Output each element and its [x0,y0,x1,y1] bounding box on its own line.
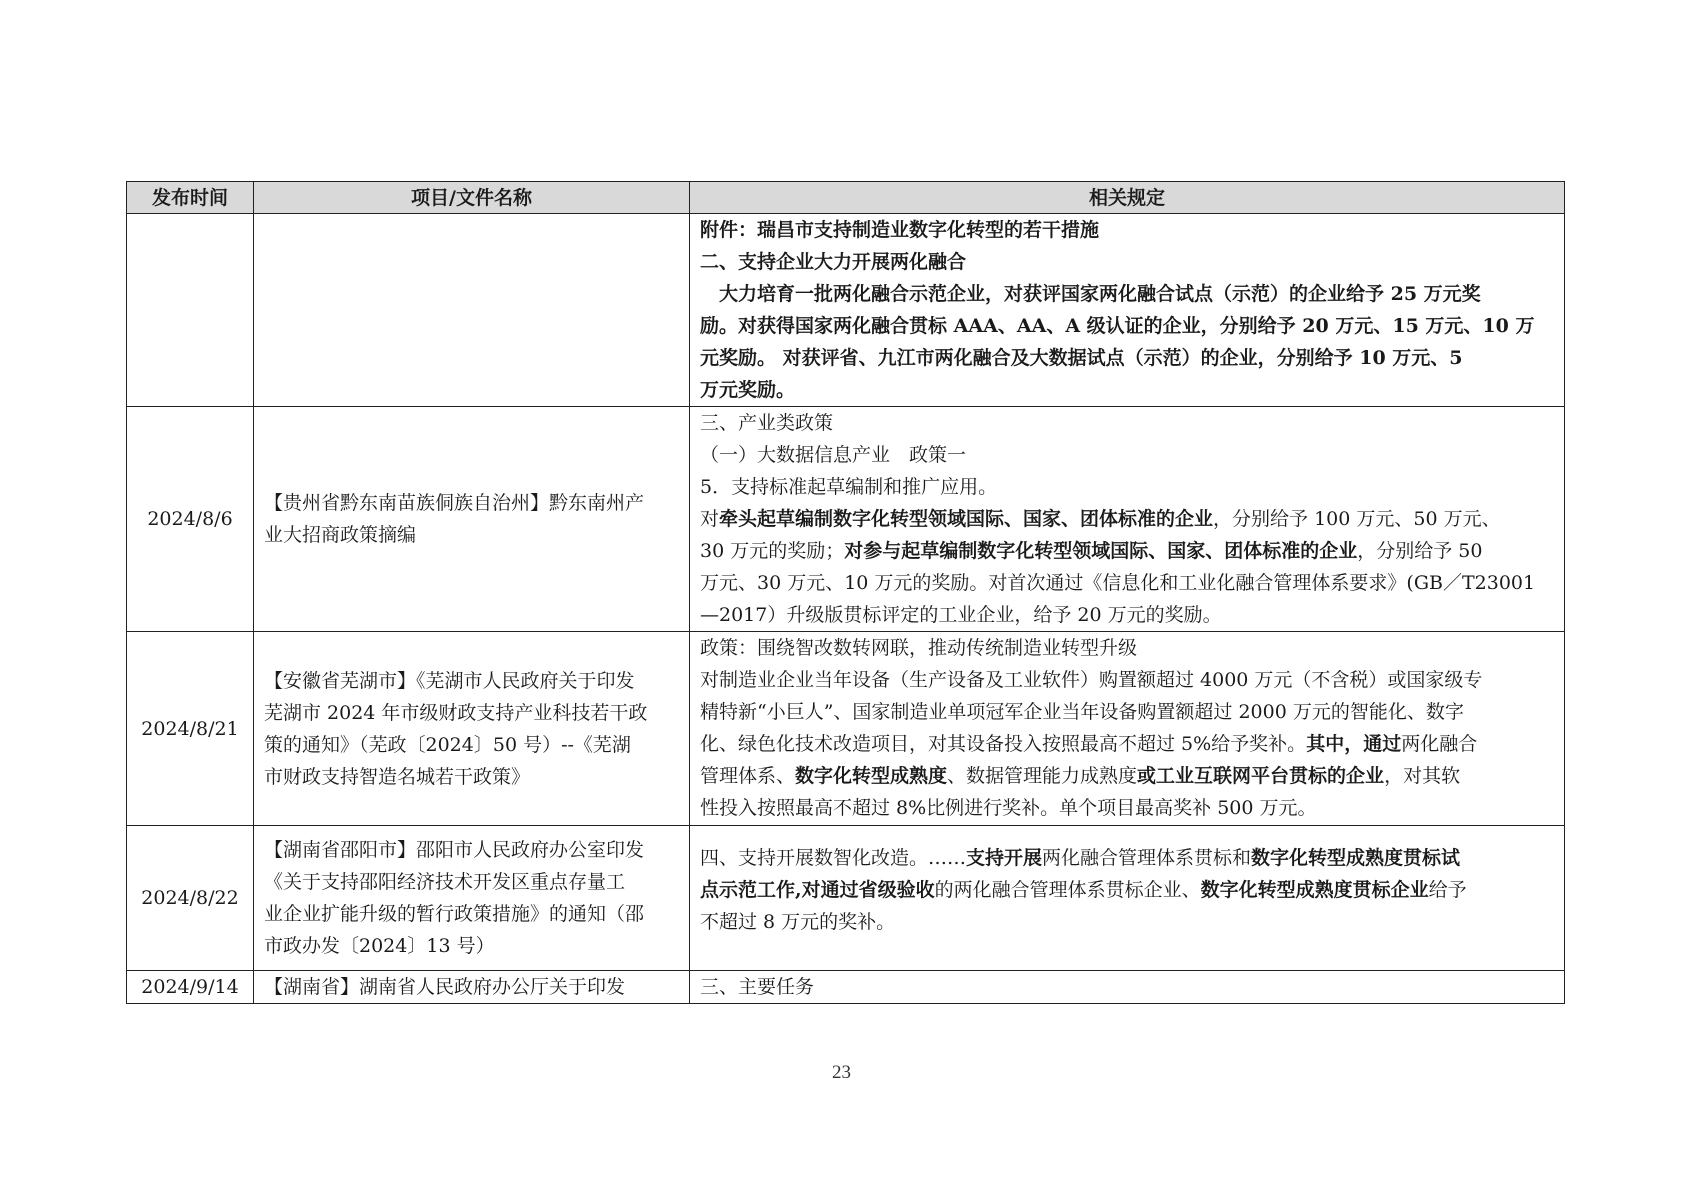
page-number: 23 [832,1062,851,1083]
rule-text: ，分别给予 100 万元、50 万元、 [1213,508,1501,530]
name-line: 【湖南省邵阳市】邵阳市人民政府办公室印发 [264,839,645,861]
table-row [127,407,1565,632]
bold-text: 万元奖励。 [700,379,796,401]
rule-line [700,503,1558,535]
rule-line [700,567,1558,599]
rule-text: 三、产业类政策 [700,412,834,434]
rule-text: 不超过 8 万元的奖补。 [700,911,896,933]
name-line: 业大招商政策摘编 [264,524,417,546]
rule-cell [690,632,1565,826]
rule-text: ，对其软 [1384,765,1461,787]
bold-text: 附件：瑞昌市支持制造业数字化转型的若干措施 [700,219,1100,241]
name-cell [254,214,690,407]
rule-line [700,728,1558,760]
date-cell [127,214,254,407]
bold-text: 二、支持企业大力开展两化融合 [700,251,967,273]
rule-line [700,471,1558,503]
rule-line [700,278,1558,310]
rule-text: ，分别给予 50 [1357,540,1483,562]
rule-text: 5．支持标准起草编制和推广应用。 [700,476,998,498]
name-line: 策的通知》（芜政〔2024〕50 号）--《芜湖 [264,733,631,756]
rule-line [700,906,1558,938]
rule-cell [690,826,1565,971]
table-row [127,971,1565,1004]
rule-line [700,971,1558,1003]
bold-text: 对参与起草编制数字化转型领域国际、国家、团体标准的企业 [844,540,1358,562]
header-date: 发布时间 [127,182,254,214]
header-rules: 相关规定 [690,182,1565,214]
name-cell [254,826,690,971]
rule-text: 、数据管理能力成熟度 [947,765,1138,787]
rule-text: —2017）升级版贯标评定的工业企业，给予 20 万元的奖励。 [700,604,1222,626]
rule-cell [690,214,1565,407]
bold-text: 数字化转型成熟度 [795,765,948,787]
rule-text: 四、支持开展数智化改造。…… [700,847,967,869]
rule-text: 给予 [1428,879,1467,901]
date-cell: 2024/8/21 [127,632,254,826]
bold-text: 数字化转型成熟度贯标企业 [1200,879,1429,901]
bold-text: 支持开展 [966,847,1043,869]
bold-text: 牵头起草编制数字化转型领域国际、国家、团体标准的企业 [719,508,1214,530]
rule-line [700,760,1558,792]
rule-cell [690,407,1565,632]
rule-line [700,599,1558,631]
rule-line [700,342,1558,374]
date-cell: 2024/8/6 [127,407,254,632]
rule-text: （一）大数据信息产业 政策一 [700,444,967,466]
name-line: 业企业扩能升级的暂行政策措施》的通知（邵 [264,903,645,925]
bold-text: 其中，通过 [1306,733,1402,755]
date-cell: 2024/9/14 [127,971,254,1004]
bold-text: 励。对获得国家两化融合贯标 AAA、AA、A 级认证的企业，分别给予 20 万元、15 万元、10 万 [700,315,1535,337]
bold-text: 或工业互联网平台贯标的企业 [1137,765,1385,787]
rule-line [700,696,1558,728]
rule-line [700,874,1558,906]
rule-line [700,664,1558,696]
rule-line [700,792,1558,824]
policy-table [126,181,1565,1004]
rule-line [700,214,1558,246]
name-line: 市财政支持智造名城若干政策》 [264,765,531,788]
bold-text: 点示范工作,对通过省级验收 [700,879,935,901]
date-cell: 2024/8/22 [127,826,254,971]
name-line: 【安徽省芜湖市】《芜湖市人民政府关于印发 [264,669,635,692]
rule-text: 性投入按照最高不超过 8%比例进行奖补。单个项目最高奖补 500 万元。 [700,797,1317,819]
name-line: 【湖南省】湖南省人民政府办公厅关于印发 [264,976,626,998]
rule-text: 两化融合 [1401,733,1478,755]
table-row [127,214,1565,407]
rule-text: 对 [700,508,720,530]
name-line: 市政办发〔2024〕13 号） [264,935,495,957]
rule-text: 万元、30 万元、10 万元的奖励。对首次通过《信息化和工业化融合管理体系要求》(GB／T23001 [700,572,1536,594]
rule-line [700,374,1558,406]
name-line: 芜湖市 2024 年市级财政支持产业科技若干政 [264,701,648,724]
rule-text: 三、主要任务 [700,976,815,998]
table-row [127,826,1565,971]
rule-line [700,632,1558,664]
rule-text: 对制造业企业当年设备（生产设备及工业软件）购置额超过 4000 万元（不含税）或国家级专 [700,669,1483,691]
header-row [127,182,1565,214]
name-cell [254,632,690,826]
rule-line [700,310,1558,342]
rule-line [700,535,1558,567]
rule-text: 化、绿色化技术改造项目，对其设备投入按照最高不超过 5%给予奖补。 [700,733,1307,755]
rule-line [700,439,1558,471]
bold-text: 大力培育一批两化融合示范企业，对获评国家两化融合试点（示范）的企业给予 25 万元奖 [719,283,1481,305]
rule-line [700,407,1558,439]
table-row [127,632,1565,826]
bold-text: 元奖励。 对获评省、九江市两化融合及大数据试点（示范）的企业，分别给予 10 万元、5 [700,347,1463,369]
name-cell [254,971,690,1004]
rule-text: 精特新“小巨人”、国家制造业单项冠军企业当年设备购置额超过 2000 万元的智能化、数字 [700,701,1464,723]
bold-text: 数字化转型成熟度贯标试 [1251,847,1461,869]
name-line: 《关于支持邵阳经济技术开发区重点存量工 [264,871,626,893]
rule-cell [690,971,1565,1004]
rule-line [700,842,1558,874]
rule-text: 管理体系、 [700,765,796,787]
header-name: 项目/文件名称 [254,182,690,214]
name-line: 【贵州省黔东南苗族侗族自治州】黔东南州产 [264,492,645,514]
rule-text: 的两化融合管理体系贯标企业、 [934,879,1201,901]
rule-text: 政策：围绕智改数转网联，推动传统制造业转型升级 [700,637,1138,659]
name-cell [254,407,690,632]
rule-text: 两化融合管理体系贯标和 [1042,847,1252,869]
rule-line [700,246,1558,278]
rule-text: 30 万元的奖励； [700,540,845,562]
